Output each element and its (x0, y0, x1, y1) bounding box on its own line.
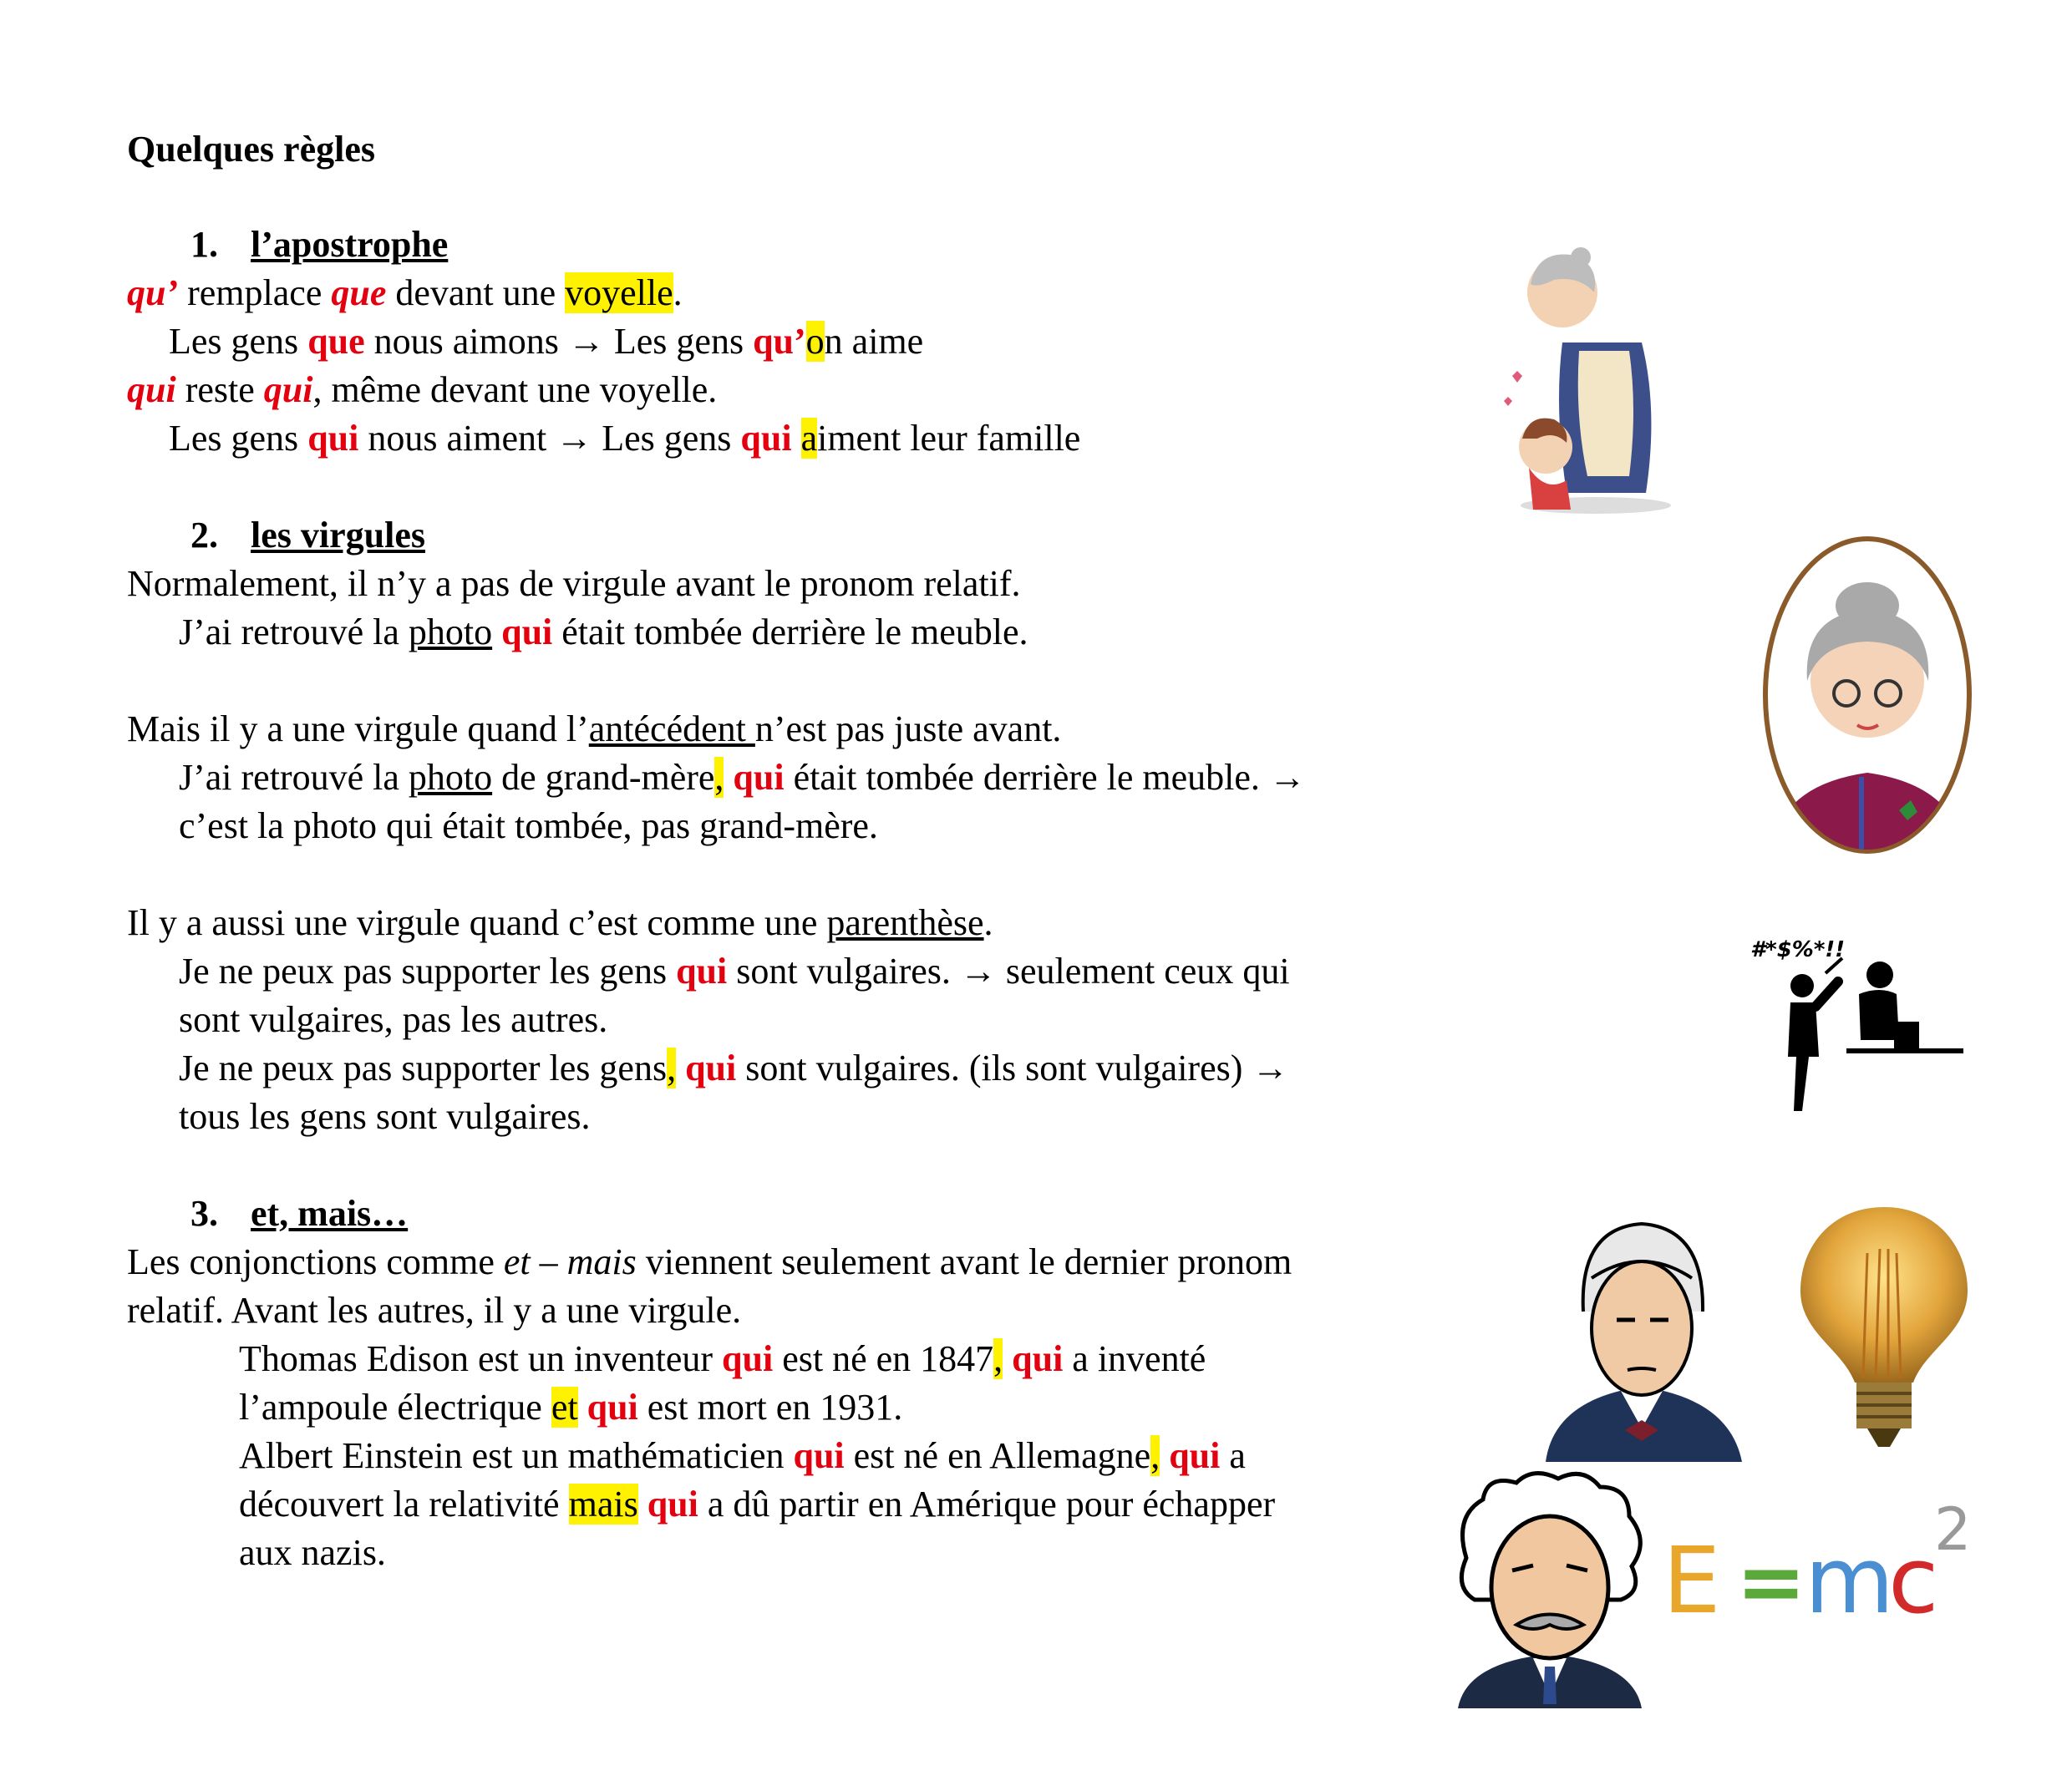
section-2-heading: 2. les virgules (190, 515, 425, 556)
rule-line: Normalement, il n’y a pas de virgule avant le pronom relatif. (127, 563, 1021, 604)
svg-text:#*$%*!!: #*$%*!! (1750, 937, 1846, 962)
example-line: Les gens que nous aimons → Les gens qu’on aime (169, 321, 924, 362)
rule-line: Les conjonctions comme et – mais viennent seulement avant le dernier pronom (127, 1241, 1292, 1282)
e-equals-mc-squared-graphic (1663, 1504, 1976, 1637)
svg-text:2: 2 (1934, 1504, 1972, 1564)
example-line: J’ai retrouvé la photo de grand-mère, qui était tombée derrière le meuble. → (179, 757, 1306, 798)
section-1-heading: 1. l’apostrophe (190, 224, 449, 265)
highlight: , (714, 757, 724, 798)
albert-einstein-portrait (1450, 1466, 1650, 1708)
highlight: a (800, 418, 818, 459)
highlight: , (993, 1338, 1003, 1379)
highlight: , (1150, 1435, 1160, 1476)
example-line: sont vulgaires, pas les autres. (179, 999, 608, 1040)
example-line: Albert Einstein est un mathématicien qui est né en Allemagne, qui a (239, 1435, 1246, 1476)
example-line: aux nazis. (239, 1532, 386, 1573)
angry-person-pictogram (1750, 923, 1968, 1111)
rule-line: qu’ remplace que devant une voyelle. (127, 272, 683, 313)
section-3-heading: 3. et, mais… (190, 1193, 409, 1234)
grandmother-portrait-icon (1761, 535, 1974, 856)
rule-line: qui reste qui, même devant une voyelle. (127, 369, 718, 410)
highlight: o (805, 321, 825, 362)
example-line: Je ne peux pas supporter les gens, qui sont vulgaires. (ils sont vulgaires) → (179, 1048, 1289, 1088)
svg-text:c: c (1888, 1527, 1939, 1634)
light-bulb-icon (1796, 1203, 1972, 1454)
example-line: découvert la relativité mais qui a dû partir en Amérique pour échapper (239, 1484, 1276, 1525)
thomas-edison-portrait (1537, 1211, 1746, 1462)
example-line: tous les gens sont vulgaires. (179, 1096, 591, 1137)
rule-line: relatif. Avant les autres, il y a une virgule. (127, 1290, 742, 1331)
example-line: Thomas Edison est un inventeur qui est né en 1847, qui a inventé (239, 1338, 1206, 1379)
highlight: , (667, 1048, 677, 1088)
rule-line: Mais il y a une virgule quand l’antécédent n’est pas juste avant. (127, 708, 1062, 749)
highlight: mais (568, 1484, 638, 1525)
highlight: voyelle (565, 272, 673, 313)
svg-text:=: = (1736, 1533, 1806, 1631)
rule-line: Il y a aussi une virgule quand c’est comme une parenthèse. (127, 902, 993, 943)
example-line: Les gens qui nous aiment → Les gens qui aiment leur famille (169, 418, 1081, 459)
grandmother-hug-illustration (1487, 242, 1704, 518)
svg-text:E: E (1663, 1527, 1721, 1634)
document (127, 125, 1497, 1577)
example-line: Je ne peux pas supporter les gens qui sont vulgaires. → seulement ceux qui (179, 951, 1290, 992)
example-line: c’est la photo qui était tombée, pas grand-mère. (179, 805, 878, 846)
highlight: et (551, 1387, 578, 1428)
example-line: J’ai retrouvé la photo qui était tombée derrière le meuble. (179, 611, 1028, 652)
svg-text:m: m (1805, 1527, 1895, 1634)
page-title: Quelques règles (127, 129, 375, 170)
example-line: l’ampoule électrique et qui est mort en 1931. (239, 1387, 903, 1428)
